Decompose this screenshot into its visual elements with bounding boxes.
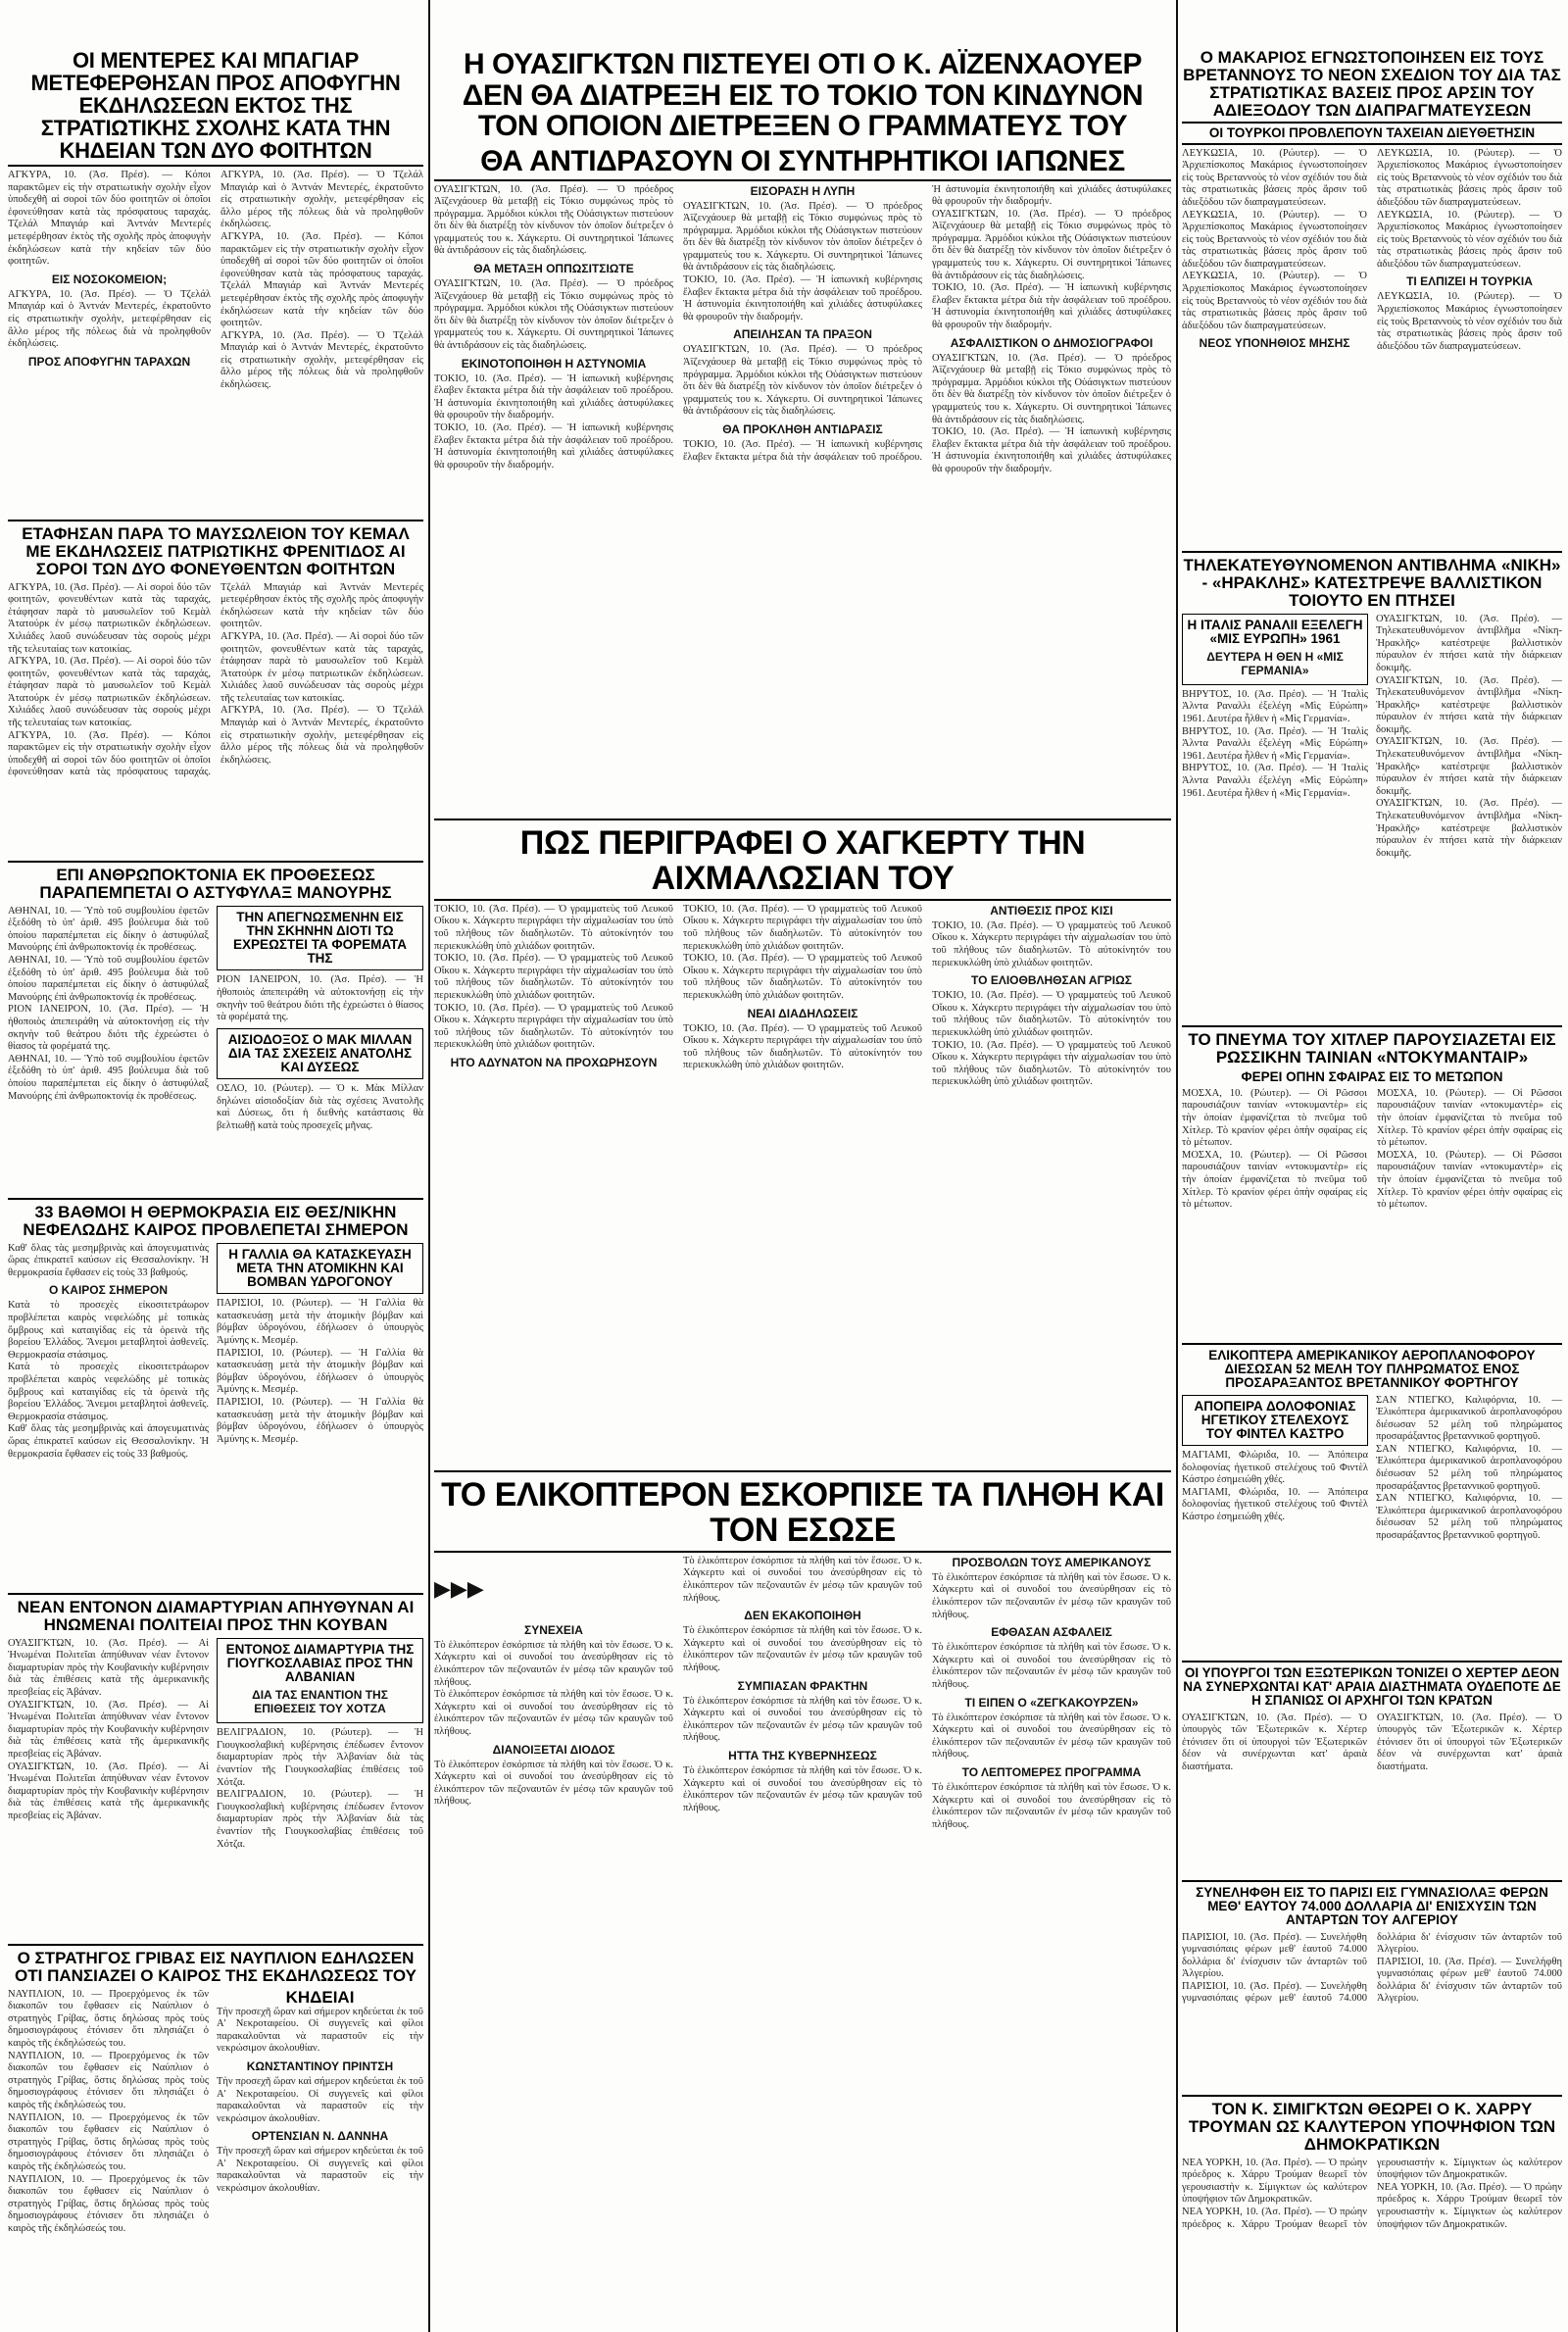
subheadline-sfaira: ΦΕΡΕΙ ΟΠΗΝ ΣΦΑΙΡΑΣ ΕΙΣ ΤΟ ΜΕΤΩΠΟΝ bbox=[1241, 1068, 1503, 1084]
boxed-headline: ΑΙΣΙΟΔΟΞΟΣ Ο ΜΑΚ ΜΙΛΛΑΝ ΔΙΑ ΤΑΣ ΣΧΕΣΕΙΣ ΑΝΑΤΟΛΗΣ ΚΑΙ ΔΥΣΕΩΣ bbox=[217, 1028, 423, 1080]
boxed-headline: Η ΓΑΛΛΙΑ ΘΑ ΚΑΤΑΣΚΕΥΑΣΗ ΜΕΤΑ ΤΗΝ ΑΤΟΜΙΚΗΝ ΚΑΙ ΒΟΜΒΑΝ ΥΔΡΟΓΟΝΟΥ bbox=[217, 1243, 423, 1295]
headline-gymnasiopais: ΣΥΝΕΛΗΦΘΗ ΕΙΣ ΤΟ ΠΑΡΙΣΙ ΕΙΣ ΓΥΜΝΑΣΙΟΛΑΞ ΦΕΡΩΝ ΜΕΘ' ΕΑΥΤΟΥ 74.000 ΔΟΛΛΑΡΙΑ ΔΙ' ΕΝΙΣΧΥΣΙΝ ΤΩΝ ΑΝΤΑΡΤΩΝ ΤΟΥ ΑΛΓΕΡΙΟΥ bbox=[1196, 1885, 1548, 1928]
headline-manouris: ΕΠΙ ΑΝΘΡΩΠΟΚΤΟΝΙΑ ΕΚ ΠΡΟΘΕΣΕΩΣ ΠΑΡΑΠΕΜΠΕΤΑΙ Ο ΑΣΤΥΦΥΛΑΞ ΜΑΝΟΥΡΗΣ bbox=[39, 866, 392, 902]
center-lead-article bbox=[434, 49, 1171, 814]
left-article-6: Ο ΣΤΡΑΤΗΓΟΣ ΓΡΙΒΑΣ ΕΙΣ ΝΑΥΠΛΙΟΝ ΕΔΗΛΩΣΕΝ ΟΤΙ ΠΑΝΣΙΑΖΕΙ Ο ΚΑΙΡΟΣ ΤΗΣ ΕΚΔΗΛΩΣΕΩΣ ΤΟΥ ΝΑΥΠΛΙΟΝ, 10. — Προερχόμενος ἐκ τῶν διακοπῶν του ἔφθασεν εἰς Ναύπλιον ὁ στρατηγὸς Γρίβας, ὅστις δηλώσας πρὸς τοὺς δημοσιογράφους ἐτόνισεν ὅτι πλησιάζει ὁ καιρὸς τῆς ἐκδηλώσεώς του. ΝΑΥΠΛΙΟΝ, 10. — Προερχόμενος ἐκ τῶν διακοπῶν του ἔφθασεν εἰς Ναύπλιον ὁ στρατηγὸς Γρίβας, ὅστις δηλώσας πρὸς τοὺς δημοσιογράφους ἐτόνισεν ὅτι πλησιάζει ὁ καιρὸς τῆς ἐκδηλώσεώς του. ΝΑΥΠΛΙΟΝ, 10. — Προερχόμενος ἐκ τῶν διακοπῶν του ἔφθασεν εἰς Ναύπλιον ὁ στρατηγὸς Γρίβας, ὅστις δηλώσας πρὸς τοὺς δημοσιογράφους ἐτόνισεν ὅτι πλησιάζει ὁ καιρὸς τῆς ἐκδηλώσεώς του. ΝΑΥΠΛΙΟΝ, 10. — Προερχόμενος ἐκ τῶν διακοπῶν του ἔφθασεν εἰς Ναύπλιον ὁ στρατηγὸς Γρίβας, ὅστις δηλώσας πρὸς τοὺς δημοσιογράφους ἐτόνισεν ὅτι πλησιάζει ὁ καιρὸς τῆς ἐκδηλώσεώς του. ΚΗΔΕΙΑΙ Τὴν προσεχῆ ὥραν καὶ σήμερον κηδεύεται ἐκ τοῦ Α' Νεκροταφείου. Οἱ συγγενεῖς καὶ φίλοι παρακαλοῦνται νὰ παραστοῦν εἰς τὴν νεκρώσιμον ἀκολουθίαν. ΚΩΝΣΤΑΝΤΙΝΟΥ ΠΡΙΝΤΣΗ Τὴν προσεχῆ ὥραν καὶ σήμερον κηδεύεται ἐκ τοῦ Α' Νεκροταφείου. Οἱ συγγενεῖς καὶ φίλοι παρακαλοῦνται νὰ παραστοῦν εἰς τὴν νεκρώσιμον ἀκολουθίαν. ΟΡΤΕΝΣΙΑΝ Ν. ΔΑΝΝΗΑ Τὴν προσεχῆ ὥραν καὶ σήμερον κηδεύεται ἐκ τοῦ Α' Νεκροταφείου. Οἱ συγγενεῖς καὶ φίλοι παρακαλοῦνται νὰ παραστοῦν εἰς τὴν νεκρώσιμον ἀκολουθίαν. bbox=[8, 1944, 423, 2330]
headline-menderes: ΟΙ ΜΕΝΤΕΡΕΣ ΚΑΙ ΜΠΑΓΙΑΡ ΜΕΤΕΦΕΡΘΗΣΑΝ ΠΡΟΣ ΑΠΟΦΥΓΗΝ ΕΚΔΗΛΩΣΕΩΝ ΕΚΤΟΣ ΤΗΣ ΣΤΡΑΤΙΩΤΙΚΗΣ ΣΧΟΛΗΣ ΚΑΤΑ ΤΗΝ ΚΗΔΕΙΑΝ ΤΩΝ ΔΥΟ ΦΟΙΤΗΤΩΝ bbox=[30, 49, 401, 164]
right-article-7 bbox=[1182, 2095, 1562, 2330]
divider bbox=[1182, 122, 1562, 124]
article-body: ΤΟΚΙΟ, 10. (Ἀσ. Πρέσ). — Ὁ γραμματεὺς τοῦ Λευκοῦ Οἴκου κ. Χάγκερτυ περιγράφει τὴν αἰχμαλωσίαν του ὑπὸ τοῦ πλήθους τῶν διαδηλωτῶν. Τὸ αὐτοκίνητόν του περιεκυκλώθη ὑπὸ χιλιάδων φοιτητῶν. ΤΟΚΙΟ, 10. (Ἀσ. Πρέσ). — Ὁ γραμματεὺς τοῦ Λευκοῦ Οἴκου κ. Χάγκερτυ περιγράφει τὴν αἰχμαλωσίαν του ὑπὸ τοῦ πλήθους τῶν διαδηλωτῶν. Τὸ αὐτοκίνητόν του περιεκυκλώθη ὑπὸ χιλιάδων φοιτητῶν. ΤΟΚΙΟ, 10. (Ἀσ. Πρέσ). — Ὁ γραμματεὺς τοῦ Λευκοῦ Οἴκου κ. Χάγκερτυ περιγράφει τὴν αἰχμαλωσίαν του ὑπὸ τοῦ πλήθους τῶν διαδηλωτῶν. Τὸ αὐτοκίνητόν του περιεκυκλώθη ὑπὸ χιλιάδων φοιτητῶν. ΗΤΟ ΑΔΥΝΑΤΟΝ ΝΑ ΠΡΟΧΩΡΗΣΟΥΝ ΤΟΚΙΟ, 10. (Ἀσ. Πρέσ). — Ὁ γραμματεὺς τοῦ Λευκοῦ Οἴκου κ. Χάγκερτυ περιγράφει τὴν αἰχμαλωσίαν του ὑπὸ τοῦ πλήθους τῶν διαδηλωτῶν. Τὸ αὐτοκίνητόν του περιεκυκλώθη ὑπὸ χιλιάδων φοιτητῶν. ΤΟΚΙΟ, 10. (Ἀσ. Πρέσ). — Ὁ γραμματεὺς τοῦ Λευκοῦ Οἴκου κ. Χάγκερτυ περιγράφει τὴν αἰχμαλωσίαν του ὑπὸ τοῦ πλήθους τῶν διαδηλωτῶν. Τὸ αὐτοκίνητόν του περιεκυκλώθη ὑπὸ χιλιάδων φοιτητῶν. ΝΕΑΙ ΔΙΑΔΗΛΩΣΕΙΣ ΤΟΚΙΟ, 10. (Ἀσ. Πρέσ). — Ὁ γραμματεὺς τοῦ Λευκοῦ Οἴκου κ. Χάγκερτυ περιγράφει τὴν αἰχμαλωσίαν του ὑπὸ τοῦ πλήθους τῶν διαδηλωτῶν. Τὸ αὐτοκίνητόν του περιεκυκλώθη ὑπὸ χιλιάδων φοιτητῶν. ΑΝΤΙΘΕΣΙΣ ΠΡΟΣ ΚΙΣΙ ΤΟΚΙΟ, 10. (Ἀσ. Πρέσ). — Ὁ γραμματεὺς τοῦ Λευκοῦ Οἴκου κ. Χάγκερτυ περιγράφει τὴν αἰχμαλωσίαν του ὑπὸ τοῦ πλήθους τῶν διαδηλωτῶν. Τὸ αὐτοκίνητόν του περιεκυκλώθη ὑπὸ χιλιάδων φοιτητῶν. ΤΟ ΕΛΙΟΘΒΛΗΘΣΑΝ ΑΓΡΙΩΣ ΤΟΚΙΟ, 10. (Ἀσ. Πρέσ). — Ὁ γραμματεὺς τοῦ Λευκοῦ Οἴκου κ. Χάγκερτυ περιγράφει τὴν αἰχμαλωσίαν του ὑπὸ τοῦ πλήθους τῶν διαδηλωτῶν. Τὸ αὐτοκίνητόν του περιεκυκλώθη ὑπὸ χιλιάδων φοιτητῶν. ΤΟΚΙΟ, 10. (Ἀσ. Πρέσ). — Ὁ γραμματεὺς τοῦ Λευκοῦ Οἴκου κ. Χάγκερτυ περιγράφει τὴν αἰχμαλωσίαν του ὑπὸ τοῦ πλήθους τῶν διαδηλωτῶν. Τὸ αὐτοκίνητόν του περιεκυκλώθη ὑπὸ χιλιάδων φοιτητῶν. bbox=[434, 903, 1171, 1088]
article-body: ▶▶▶ ΣΥΝΕΧΕΙΑ Τὸ ἑλικόπτερον ἐσκόρπισε τὰ πλήθη καὶ τὸν ἔσωσε. Ὁ κ. Χάγκερτυ καὶ οἱ συνοδοί του ἀνεσύρθησαν εἰς τὸ ἑλικόπτερον τῶν πεζοναυτῶν ἐν μέσῳ τῶν κραυγῶν τοῦ πλήθους. Τὸ ἑλικόπτερον ἐσκόρπισε τὰ πλήθη καὶ τὸν ἔσωσε. Ὁ κ. Χάγκερτυ καὶ οἱ συνοδοί του ἀνεσύρθησαν εἰς τὸ ἑλικόπτερον τῶν πεζοναυτῶν ἐν μέσῳ τῶν κραυγῶν τοῦ πλήθους. ΔΙΑΝΟΙΞΕΤΑΙ ΔΙΟΔΟΣ Τὸ ἑλικόπτερον ἐσκόρπισε τὰ πλήθη καὶ τὸν ἔσωσε. Ὁ κ. Χάγκερτυ καὶ οἱ συνοδοί του ἀνεσύρθησαν εἰς τὸ ἑλικόπτερον τῶν πεζοναυτῶν ἐν μέσῳ τῶν κραυγῶν τοῦ πλήθους. Τὸ ἑλικόπτερον ἐσκόρπισε τὰ πλήθη καὶ τὸν ἔσωσε. Ὁ κ. Χάγκερτυ καὶ οἱ συνοδοί του ἀνεσύρθησαν εἰς τὸ ἑλικόπτερον τῶν πεζοναυτῶν ἐν μέσῳ τῶν κραυγῶν τοῦ πλήθους. ΔΕΝ ΕΚΑΚΟΠΟΙΗΘΗ Τὸ ἑλικόπτερον ἐσκόρπισε τὰ πλήθη καὶ τὸν ἔσωσε. Ὁ κ. Χάγκερτυ καὶ οἱ συνοδοί του ἀνεσύρθησαν εἰς τὸ ἑλικόπτερον τῶν πεζοναυτῶν ἐν μέσῳ τῶν κραυγῶν τοῦ πλήθους. ΣΥΜΠΙΑΣΑΝ ΦΡΑΚΤΗΝ Τὸ ἑλικόπτερον ἐσκόρπισε τὰ πλήθη καὶ τὸν ἔσωσε. Ὁ κ. Χάγκερτυ καὶ οἱ συνοδοί του ἀνεσύρθησαν εἰς τὸ ἑλικόπτερον τῶν πεζοναυτῶν ἐν μέσῳ τῶν κραυγῶν τοῦ πλήθους. ΗΤΤΑ ΤΗΣ ΚΥΒΕΡΝΗΣΕΩΣ Τὸ ἑλικόπτερον ἐσκόρπισε τὰ πλήθη καὶ τὸν ἔσωσε. Ὁ κ. Χάγκερτυ καὶ οἱ συνοδοί του ἀνεσύρθησαν εἰς τὸ ἑλικόπτερον τῶν πεζοναυτῶν ἐν μέσῳ τῶν κραυγῶν τοῦ πλήθους. ΠΡΟΣΒΟΛΩΝ ΤΟΥΣ ΑΜΕΡΙΚΑΝΟΥΣ Τὸ ἑλικόπτερον ἐσκόρπισε τὰ πλήθη καὶ τὸν ἔσωσε. Ὁ κ. Χάγκερτυ καὶ οἱ συνοδοί του ἀνεσύρθησαν εἰς τὸ ἑλικόπτερον τῶν πεζοναυτῶν ἐν μέσῳ τῶν κραυγῶν τοῦ πλήθους. ΕΦΘΑΣΑΝ ΑΣΦΑΛΕΙΣ Τὸ ἑλικόπτερον ἐσκόρπισε τὰ πλήθη καὶ τὸν ἔσωσε. Ὁ κ. Χάγκερτυ καὶ οἱ συνοδοί του ἀνεσύρθησαν εἰς τὸ ἑλικόπτερον τῶν πεζοναυτῶν ἐν μέσῳ τῶν κραυγῶν τοῦ πλήθους. ΤΙ ΕΙΠΕΝ Ο «ΖΕΓΚΑΚΟΥΡΖΕΝ» Τὸ ἑλικόπτερον ἐσκόρπισε τὰ πλήθη καὶ τὸν ἔσωσε. Ὁ κ. Χάγκερτυ καὶ οἱ συνοδοί του ἀνεσύρθησαν εἰς τὸ ἑλικόπτερον τῶν πεζοναυτῶν ἐν μέσῳ τῶν κραυγῶν τοῦ πλήθους. ΤΟ ΛΕΠΤΟΜΕΡΕΣ ΠΡΟΓΡΑΜΜΑ Τὸ ἑλικόπτερον ἐσκόρπισε τὰ πλήθη καὶ τὸν ἔσωσε. Ὁ κ. Χάγκερτυ καὶ οἱ συνοδοί του ἀνεσύρθησαν εἰς τὸ ἑλικόπτερον τῶν πεζοναυτῶν ἐν μέσῳ τῶν κραυγῶν τοῦ πλήθους. bbox=[434, 1555, 1171, 1830]
center-mid-article bbox=[434, 819, 1171, 1467]
divider bbox=[1182, 143, 1562, 145]
article-body: ΠΑΡΙΣΙΟΙ, 10. (Ἀσ. Πρέσ). — Συνελήφθη γυμνασιόπαις φέρων μεθ' ἑαυτοῦ 74.000 δολλάρια δι' ἐνίσχυσιν τῶν ἀνταρτῶν τοῦ Ἀλγερίου. ΠΑΡΙΣΙΟΙ, 10. (Ἀσ. Πρέσ). — Συνελήφθη γυμνασιόπαις φέρων μεθ' ἑαυτοῦ 74.000 δολλάρια δι' ἐνίσχυσιν τῶν ἀνταρτῶν τοῦ Ἀλγερίου. ΠΑΡΙΣΙΟΙ, 10. (Ἀσ. Πρέσ). — Συνελήφθη γυμνασιόπαις φέρων μεθ' ἑαυτοῦ 74.000 δολλάρια δι' ἐνίσχυσιν τῶν ἀνταρτῶν τοῦ Ἀλγερίου. bbox=[1182, 1931, 1562, 2005]
headline-niki-iraklis: ΤΗΛΕΚΑΤΕΥΘΥΝΟΜΕΝΟΝ ΑΝΤΙΒΛΗΜΑ «ΝΙΚΗ» - «ΗΡΑΚΛΗΣ» ΚΑΤΕΣΤΡΕΨΕ ΒΑΛΛΙΣΤΙΚΟΝ ΤΟΙΟΥΤΟ ΕΝ ΠΤΗΣΕΙ bbox=[1183, 556, 1561, 610]
divider bbox=[8, 165, 423, 167]
left-article-1 bbox=[8, 49, 423, 518]
right-article-6 bbox=[1182, 1880, 1562, 2093]
kideiai-heading: ΚΗΔΕΙΑΙ bbox=[285, 1987, 355, 2007]
right-article-4: ΕΛΙΚΟΠΤΕΡΑ ΑΜΕΡΙΚΑΝΙΚΟΥ ΑΕΡΟΠΛΑΝΟΦΟΡΟΥ ΔΙΕΣΩΣΑΝ 52 ΜΕΛΗ ΤΟΥ ΠΛΗΡΩΜΑΤΟΣ ΕΝΟΣ ΠΡΟΣΑΡΑΞΑΝΤΟΣ ΒΡΕΤΑΝΝΙΚΟΥ ΦΟΡΤΗΓΟΥ ΑΠΟΠΕΙΡΑ ΔΟΛΟΦΟΝΙΑΣ ΗΓΕΤΙΚΟΥ ΣΤΕΛΕΧΟΥΣ ΤΟΥ ΦΙΝΤΕΛ ΚΑΣΤΡΟ ΜΑΓΙΑΜΙ, Φλώριδα, 10. — Ἀπόπειρα δολοφονίας ἡγετικοῦ στελέχους τοῦ Φιντὲλ Κάστρο ἐσημειώθη χθές. ΜΑΓΙΑΜΙ, Φλώριδα, 10. — Ἀπόπειρα δολοφονίας ἡγετικοῦ στελέχους τοῦ Φιντὲλ Κάστρο ἐσημειώθη χθές. ΣΑΝ ΝΤΙΕΓΚΟ, Καλιφόρνια, 10. — Ἑλικόπτερα ἀμερικανικοῦ ἀεροπλανοφόρου διέσωσαν 52 μέλη τοῦ πληρώματος προσαράξαντος βρεταννικοῦ φορτηγοῦ. ΣΑΝ ΝΤΙΕΓΚΟ, Καλιφόρνια, 10. — Ἑλικόπτερα ἀμερικανικοῦ ἀεροπλανοφόρου διέσωσαν 52 μέλη τοῦ πληρώματος προσαράξαντος βρεταννικοῦ φορτηγοῦ. ΣΑΝ ΝΤΙΕΓΚΟ, Καλιφόρνια, 10. — Ἑλικόπτερα ἀμερικανικοῦ ἀεροπλανοφόρου διέσωσαν 52 μέλη τοῦ πληρώματος προσαράξαντος βρεταννικοῦ φορτηγοῦ. bbox=[1182, 1343, 1562, 1659]
left-article-5: ΝΕΑΝ ΕΝΤΟΝΟΝ ΔΙΑΜΑΡΤΥΡΙΑΝ ΑΠΗΥΘΥΝΑΝ ΑΙ ΗΝΩΜΕΝΑΙ ΠΟΛΙΤΕΙΑΙ ΠΡΟΣ ΤΗΝ ΚΟΥΒΑΝ ΟΥΑΣΙΓΚΤΩΝ, 10. (Ἀσ. Πρέσ). — Αἱ Ἡνωμέναι Πολιτεῖαι ἀπηύθυναν νέαν ἔντονον διαμαρτυρίαν πρὸς τὴν Κουβανικὴν κυβέρνησιν διὰ τὰς ἐπιθέσεις κατὰ τῆς ἀμερικανικῆς πρεσβείας εἰς Ἀβάναν. ΟΥΑΣΙΓΚΤΩΝ, 10. (Ἀσ. Πρέσ). — Αἱ Ἡνωμέναι Πολιτεῖαι ἀπηύθυναν νέαν ἔντονον διαμαρτυρίαν πρὸς τὴν Κουβανικὴν κυβέρνησιν διὰ τὰς ἐπιθέσεις κατὰ τῆς ἀμερικανικῆς πρεσβείας εἰς Ἀβάναν. ΟΥΑΣΙΓΚΤΩΝ, 10. (Ἀσ. Πρέσ). — Αἱ Ἡνωμέναι Πολιτεῖαι ἀπηύθυναν νέαν ἔντονον διαμαρτυρίαν πρὸς τὴν Κουβανικὴν κυβέρνησιν διὰ τὰς ἐπιθέσεις κατὰ τῆς ἀμερικανικῆς πρεσβείας εἰς Ἀβάναν. ΕΝΤΟΝΟΣ ΔΙΑΜΑΡΤΥΡΙΑ ΤΗΣ ΓΙΟΥΓΚΟΣΛΑΒΙΑΣ ΠΡΟΣ ΤΗΝ ΑΛΒΑΝΙΑΝ ΔΙΑ ΤΑΣ ΕΝΑΝΤΙΟΝ ΤΗΣ ΕΠΙΘΕΣΕΙΣ ΤΟΥ ΧΟΤΖΑ ΒΕΛΙΓΡΑΔΙΟΝ, 10. (Ρώυτερ). — Ἡ Γιουγκοσλαβικὴ κυβέρνησις ἐπέδωσεν ἔντονον διαμαρτυρίαν πρὸς τὴν Ἀλβανίαν διὰ τὰς ἐναντίον τῆς Γιουγκοσλαβίας ἐπιθέσεις τοῦ Χότζα. ΒΕΛΙΓΡΑΔΙΟΝ, 10. (Ρώυτερ). — Ἡ Γιουγκοσλαβικὴ κυβέρνησις ἐπέδωσεν ἔντονον διαμαρτυρίαν πρὸς τὴν Ἀλβανίαν διὰ τὰς ἐναντίον τῆς Γιουγκοσλαβίας ἐπιθέσεις τοῦ Χότζα. bbox=[8, 1593, 423, 1943]
headline-grivas: Ο ΣΤΡΑΤΗΓΟΣ ΓΡΙΒΑΣ ΕΙΣ ΝΑΥΠΛΙΟΝ ΕΔΗΛΩΣΕΝ ΟΤΙ ΠΑΝΣΙΑΖΕΙ Ο ΚΑΙΡΟΣ ΤΗΣ ΕΚΔΗΛΩΣΕΩΣ ΤΟΥ bbox=[15, 1949, 416, 1985]
headline-makarios: Ο ΜΑΚΑΡΙΟΣ ΕΓΝΩΣΤΟΠΟΙΗΣΕΝ ΕΙΣ ΤΟΥΣ ΒΡΕΤΑΝΝΟΥΣ ΤΟ ΝΕΟΝ ΣΧΕΔΙΟΝ ΤΟΥ ΔΙΑ ΤΑΣ ΣΤΡΑΤΙΩΤΙΚΑΣ ΒΑΣΕΙΣ ΠΡΟΣ ΑΡΣΙΝ ΤΟΥ ΑΔΙΕΞΟΔΟΥ ΤΩΝ ΔΙΑΠΡΑΓΜΑΤΕΥΣΕΩΝ bbox=[1183, 49, 1561, 120]
headline-iapones: ΘΑ ΑΝΤΙΔΡΑΣΟΥΝ ΟΙ ΣΥΝΤΗΡΗΤΙΚΟΙ ΙΑΠΩΝΕΣ bbox=[480, 144, 1125, 177]
headline-xerter: ΟΙ ΥΠΟΥΡΓΟΙ ΤΩΝ ΕΞΩΤΕΡΙΚΩΝ ΤΟΝΙΖΕΙ Ο ΧΕΡΤΕΡ ΔΕΟΝ ΝΑ ΣΥΝΕΡΧΩΝΤΑΙ ΚΑΤ' ΑΡΑΙΑ ΔΙΑΣΤΗΜΑΤΑ ΟΥΔΕΠΟΤΕ ΔΕ Η ΣΠΑΝΙΩΣ ΟΙ ΑΡΧΗΓΟΙ ΤΩΝ ΚΡΑΤΩΝ bbox=[1183, 1665, 1561, 1709]
article-body: ΑΘΗΝΑΙ, 10. — Ὑπὸ τοῦ συμβουλίου ἐφετῶν ἐξεδόθη τὸ ὑπ' ἀριθ. 495 βούλευμα διὰ τοῦ ὁποίου παραπέμπεται εἰς δίκην ὁ ἀστυφύλαξ Μανούρης ἐπὶ ἀνθρωποκτονίᾳ ἐκ προθέσεως. ΑΘΗΝΑΙ, 10. — Ὑπὸ τοῦ συμβουλίου ἐφετῶν ἐξεδόθη τὸ ὑπ' ἀριθ. 495 βούλευμα διὰ τοῦ ὁποίου παραπέμπεται εἰς δίκην ὁ ἀστυφύλαξ Μανούρης ἐπὶ ἀνθρωποκτονίᾳ ἐκ προθέσεως. ΡΙΟΝ ΙΑΝΕΙΡΟΝ, 10. (Ἀσ. Πρέσ). — Ἡ ἠθοποιὸς ἀπεπειράθη νὰ αὐτοκτονήσῃ εἰς τὴν σκηνὴν τοῦ θεάτρου διότι τῆς ἐχρεώστει ὁ θίασος τὰ φορέματά της. ΑΘΗΝΑΙ, 10. — Ὑπὸ τοῦ συμβουλίου ἐφετῶν ἐξεδόθη τὸ ὑπ' ἀριθ. 495 βούλευμα διὰ τοῦ ὁποίου παραπέμπεται εἰς δίκην ὁ ἀστυφύλαξ Μανούρης ἐπὶ ἀνθρωποκτονίᾳ ἐκ προθέσεως. bbox=[8, 905, 209, 1102]
left-article-3: ΕΠΙ ΑΝΘΡΩΠΟΚΤΟΝΙΑ ΕΚ ΠΡΟΘΕΣΕΩΣ ΠΑΡΑΠΕΜΠΕΤΑΙ Ο ΑΣΤΥΦΥΛΑΞ ΜΑΝΟΥΡΗΣ ΑΘΗΝΑΙ, 10. — Ὑπὸ τοῦ συμβουλίου ἐφετῶν ἐξεδόθη τὸ ὑπ' ἀριθ. 495 βούλευμα διὰ τοῦ ὁποίου παραπέμπεται εἰς δίκην ὁ ἀστυφύλαξ Μανούρης ἐπὶ ἀνθρωποκτονίᾳ ἐκ προθέσεως. ΑΘΗΝΑΙ, 10. — Ὑπὸ τοῦ συμβουλίου ἐφετῶν ἐξεδόθη τὸ ὑπ' ἀριθ. 495 βούλευμα διὰ τοῦ ὁποίου παραπέμπεται εἰς δίκην ὁ ἀστυφύλαξ Μανούρης ἐπὶ ἀνθρωποκτονίᾳ ἐκ προθέσεως. ΡΙΟΝ ΙΑΝΕΙΡΟΝ, 10. (Ἀσ. Πρέσ). — Ἡ ἠθοποιὸς ἀπεπειράθη νὰ αὐτοκτονήσῃ εἰς τὴν σκηνὴν τοῦ θεάτρου διότι τῆς ἐχρεώστει ὁ θίασος τὰ φορέματά της. ΑΘΗΝΑΙ, 10. — Ὑπὸ τοῦ συμβουλίου ἐφετῶν ἐξεδόθη τὸ ὑπ' ἀριθ. 495 βούλευμα διὰ τοῦ ὁποίου παραπέμπεται εἰς δίκην ὁ ἀστυφύλαξ Μανούρης ἐπὶ ἀνθρωποκτονίᾳ ἐκ προθέσεως. ΤΗΝ ΑΠΕΓΝΩΣΜΕΝΗΝ ΕΙΣ ΤΗΝ ΣΚΗΝΗΝ ΔΙΟΤΙ ΤΩ ΕΧΡΕΩΣΤΕΙ ΤΑ ΦΟΡΕΜΑΤΑ ΤΗΣ ΡΙΟΝ ΙΑΝΕΙΡΟΝ, 10. (Ἀσ. Πρέσ). — Ἡ ἠθοποιὸς ἀπεπειράθη νὰ αὐτοκτονήσῃ εἰς τὴν σκηνὴν τοῦ θεάτρου διότι τῆς ἐχρεώστει ὁ θίασος τὰ φορέματά της. ΑΙΣΙΟΔΟΞΟΣ Ο ΜΑΚ ΜΙΛΛΑΝ ΔΙΑ ΤΑΣ ΣΧΕΣΕΙΣ ΑΝΑΤΟΛΗΣ ΚΑΙ ΔΥΣΕΩΣ ΟΣΛΟ, 10. (Ρώυτερ). — Ὁ κ. Μὰκ Μίλλαν δηλώνει αἰσιοδοξίαν διὰ τὰς σχέσεις Ἀνατολῆς καὶ Δύσεως, ὅτι ἡ διεθνὴς κατάστασις θὰ βελτιωθῇ κατὰ τοὺς προσεχεῖς μῆνας. bbox=[8, 861, 423, 1196]
boxed-headline: ΤΗΝ ΑΠΕΓΝΩΣΜΕΝΗΝ ΕΙΣ ΤΗΝ ΣΚΗΝΗΝ ΔΙΟΤΙ ΤΩ ΕΧΡΕΩΣΤΕΙ ΤΑ ΦΟΡΕΜΑΤΑ ΤΗΣ bbox=[217, 906, 423, 971]
article-body: ΟΥΑΣΙΓΚΤΩΝ, 10. (Ἀσ. Πρέσ). — Ὁ πρόεδρος Ἀϊζενχάουερ θὰ μεταβῇ εἰς Τόκιο συμφώνως πρὸς τὸ πρόγραμμα. Ἀρμόδιοι κύκλοι τῆς Οὐάσιγκτων πιστεύουν ὅτι δὲν θὰ διατρέξῃ τὸν κίνδυνον τὸν ὁποῖον διέτρεξεν ὁ γραμματεύς του κ. Χάγκερτυ. Οἱ συντηρητικοὶ Ἰάπωνες θὰ ἀντιδράσουν εἰς τὰς διαδηλώσεις. ΘΑ ΜΕΤΑΞΗ ΟΠΠΩΣΙΤΣΙΩΤΕ ΟΥΑΣΙΓΚΤΩΝ, 10. (Ἀσ. Πρέσ). — Ὁ πρόεδρος Ἀϊζενχάουερ θὰ μεταβῇ εἰς Τόκιο συμφώνως πρὸς τὸ πρόγραμμα. Ἀρμόδιοι κύκλοι τῆς Οὐάσιγκτων πιστεύουν ὅτι δὲν θὰ διατρέξῃ τὸν κίνδυνον τὸν ὁποῖον διέτρεξεν ὁ γραμματεύς του κ. Χάγκερτυ. Οἱ συντηρητικοὶ Ἰάπωνες θὰ ἀντιδράσουν εἰς τὰς διαδηλώσεις. ΕΚΙΝΟΤΟΠΟΙΗΘΗ Η ΑΣΤΥΝΟΜΙΑ ΤΟΚΙΟ, 10. (Ἀσ. Πρέσ). — Ἡ ἰαπωνικὴ κυβέρνησις ἔλαβεν ἔκτακτα μέτρα διὰ τὴν ἀσφάλειαν τοῦ προέδρου. Ἡ ἀστυνομία ἐκινητοποιήθη καὶ χιλιάδες ἀστυφύλακες θὰ φρουροῦν τὴν διαδρομήν. ΤΟΚΙΟ, 10. (Ἀσ. Πρέσ). — Ἡ ἰαπωνικὴ κυβέρνησις ἔλαβεν ἔκτακτα μέτρα διὰ τὴν ἀσφάλειαν τοῦ προέδρου. Ἡ ἀστυνομία ἐκινητοποιήθη καὶ χιλιάδες ἀστυφύλακες θὰ φρουροῦν τὴν διαδρομήν. ΕΙΣΟΡΑΣΗ Η ΛΥΠΗ ΟΥΑΣΙΓΚΤΩΝ, 10. (Ἀσ. Πρέσ). — Ὁ πρόεδρος Ἀϊζενχάουερ θὰ μεταβῇ εἰς Τόκιο συμφώνως πρὸς τὸ πρόγραμμα. Ἀρμόδιοι κύκλοι τῆς Οὐάσιγκτων πιστεύουν ὅτι δὲν θὰ διατρέξῃ τὸν κίνδυνον τὸν ὁποῖον διέτρεξεν ὁ γραμματεύς του κ. Χάγκερτυ. Οἱ συντηρητικοὶ Ἰάπωνες θὰ ἀντιδράσουν εἰς τὰς διαδηλώσεις. ΤΟΚΙΟ, 10. (Ἀσ. Πρέσ). — Ἡ ἰαπωνικὴ κυβέρνησις ἔλαβεν ἔκτακτα μέτρα διὰ τὴν ἀσφάλειαν τοῦ προέδρου. Ἡ ἀστυνομία ἐκινητοποιήθη καὶ χιλιάδες ἀστυφύλακες θὰ φρουροῦν τὴν διαδρομήν. ΑΠΕΙΛΗΣΑΝ ΤΑ ΠΡΑΞΟΝ ΟΥΑΣΙΓΚΤΩΝ, 10. (Ἀσ. Πρέσ). — Ὁ πρόεδρος Ἀϊζενχάουερ θὰ μεταβῇ εἰς Τόκιο συμφώνως πρὸς τὸ πρόγραμμα. Ἀρμόδιοι κύκλοι τῆς Οὐάσιγκτων πιστεύουν ὅτι δὲν θὰ διατρέξῃ τὸν κίνδυνον τὸν ὁποῖον διέτρεξεν ὁ γραμματεύς του κ. Χάγκερτυ. Οἱ συντηρητικοὶ Ἰάπωνες θὰ ἀντιδράσουν εἰς τὰς διαδηλώσεις. ΘΑ ΠΡΟΚΛΗΘΗ ΑΝΤΙΔΡΑΣΙΣ ΤΟΚΙΟ, 10. (Ἀσ. Πρέσ). — Ἡ ἰαπωνικὴ κυβέρνησις ἔλαβεν ἔκτακτα μέτρα διὰ τὴν ἀσφάλειαν τοῦ προέδρου. Ἡ ἀστυνομία ἐκινητοποιήθη καὶ χιλιάδες ἀστυφύλακες θὰ φρουροῦν τὴν διαδρομήν. ΟΥΑΣΙΓΚΤΩΝ, 10. (Ἀσ. Πρέσ). — Ὁ πρόεδρος Ἀϊζενχάουερ θὰ μεταβῇ εἰς Τόκιο συμφώνως πρὸς τὸ πρόγραμμα. Ἀρμόδιοι κύκλοι τῆς Οὐάσιγκτων πιστεύουν ὅτι δὲν θὰ διατρέξῃ τὸν κίνδυνον τὸν ὁποῖον διέτρεξεν ὁ γραμματεύς του κ. Χάγκερτυ. Οἱ συντηρητικοὶ Ἰάπωνες θὰ ἀντιδράσουν εἰς τὰς διαδηλώσεις. ΤΟΚΙΟ, 10. (Ἀσ. Πρέσ). — Ἡ ἰαπωνικὴ κυβέρνησις ἔλαβεν ἔκτακτα μέτρα διὰ τὴν ἀσφάλειαν τοῦ προέδρου. Ἡ ἀστυνομία ἐκινητοποιήθη καὶ χιλιάδες ἀστυφύλακες θὰ φρουροῦν τὴν διαδρομήν. ΑΣΦΑΛΙΣΤΙΚΟΝ Ο ΔΗΜΟΣΙΟΓΡΑΦΟΙ ΟΥΑΣΙΓΚΤΩΝ, 10. (Ἀσ. Πρέσ). — Ὁ πρόεδρος Ἀϊζενχάουερ θὰ μεταβῇ εἰς Τόκιο συμφώνως πρὸς τὸ πρόγραμμα. Ἀρμόδιοι κύκλοι τῆς Οὐάσιγκτων πιστεύουν ὅτι δὲν θὰ διατρέξῃ τὸν κίνδυνον τὸν ὁποῖον διέτρεξεν ὁ γραμματεύς του κ. Χάγκερτυ. Οἱ συντηρητικοὶ Ἰάπωνες θὰ ἀντιδράσουν εἰς τὰς διαδηλώσεις. ΤΟΚΙΟ, 10. (Ἀσ. Πρέσ). — Ἡ ἰαπωνικὴ κυβέρνησις ἔλαβεν ἔκτακτα μέτρα διὰ τὴν ἀσφάλειαν τοῦ προέδρου. Ἡ ἀστυνομία ἐκινητοποιήθη καὶ χιλιάδες ἀστυφύλακες θὰ φρουροῦν τὴν διαδρομήν. bbox=[434, 183, 1171, 474]
arrows-icon: ▶▶▶ bbox=[434, 1576, 484, 1602]
column-rule bbox=[428, 0, 430, 2332]
headline-elikoptera: ΕΛΙΚΟΠΤΕΡΑ ΑΜΕΡΙΚΑΝΙΚΟΥ ΑΕΡΟΠΛΑΝΟΦΟΡΟΥ ΔΙΕΣΩΣΑΝ 52 ΜΕΛΗ ΤΟΥ ΠΛΗΡΩΜΑΤΟΣ ΕΝΟΣ ΠΡΟΣΑΡΑΞΑΝΤΟΣ ΒΡΕΤΑΝΝΙΚΟΥ ΦΟΡΤΗΓΟΥ bbox=[1208, 1348, 1536, 1391]
boxed-headline: Η ΙΤΑΛΙΣ ΡΑΝΑΛΙΙ ΕΞΕΛΕΓΗ «ΜΙΣ ΕΥΡΩΠΗ» 1961 ΔΕΥΤΕΡΑ Η ΘΕΝ Η «ΜΙΣ ΓΕΡΜΑΝΙΑ» bbox=[1182, 614, 1368, 685]
left-article-4: 33 ΒΑΘΜΟΙ Η ΘΕΡΜΟΚΡΑΣΙΑ ΕΙΣ ΘΕΣ/ΝΙΚΗΝ ΝΕΦΕΛΩΔΗΣ ΚΑΙΡΟΣ ΠΡΟΒΛΕΠΕΤΑΙ ΣΗΜΕΡΟΝ Καθ' ὅλας τὰς μεσημβρινὰς καὶ ἀπογευματινὰς ὥρας ἐπικρατεῖ καύσων εἰς Θεσσαλονίκην. Ἡ θερμοκρασία ἔφθασεν εἰς τοὺς 33 βαθμούς. Ο ΚΑΙΡΟΣ ΣΗΜΕΡΟΝ Κατὰ τὸ προσεχὲς εἰκοσιτετράωρον προβλέπεται καιρὸς νεφελώδης μὲ τοπικὰς ὄμβρους καὶ καταιγίδας εἰς τὰ ὀρεινὰ τῆς βορείου Ἑλλάδος. Ἄνεμοι μεταβλητοὶ ἀσθενεῖς. Θερμοκρασία στάσιμος. Κατὰ τὸ προσεχὲς εἰκοσιτετράωρον προβλέπεται καιρὸς νεφελώδης μὲ τοπικὰς ὄμβρους καὶ καταιγίδας εἰς τὰ ὀρεινὰ τῆς βορείου Ἑλλάδος. Ἄνεμοι μεταβλητοὶ ἀσθενεῖς. Θερμοκρασία στάσιμος. Καθ' ὅλας τὰς μεσημβρινὰς καὶ ἀπογευματινὰς ὥρας ἐπικρατεῖ καύσων εἰς Θεσσαλονίκην. Ἡ θερμοκρασία ἔφθασεν εἰς τοὺς 33 βαθμούς. Η ΓΑΛΛΙΑ ΘΑ ΚΑΤΑΣΚΕΥΑΣΗ ΜΕΤΑ ΤΗΝ ΑΤΟΜΙΚΗΝ ΚΑΙ ΒΟΜΒΑΝ ΥΔΡΟΓΟΝΟΥ ΠΑΡΙΣΙΟΙ, 10. (Ρώυτερ). — Ἡ Γαλλία θὰ κατασκευάσῃ μετὰ τὴν ἀτομικὴν βόμβαν καὶ βόμβαν ὑδρογόνου, ἐδήλωσεν ὁ ὑπουργὸς Ἀμύνης κ. Μεσμέρ. ΠΑΡΙΣΙΟΙ, 10. (Ρώυτερ). — Ἡ Γαλλία θὰ κατασκευάσῃ μετὰ τὴν ἀτομικὴν βόμβαν καὶ βόμβαν ὑδρογόνου, ἐδήλωσεν ὁ ὑπουργὸς Ἀμύνης κ. Μεσμέρ. ΠΑΡΙΣΙΟΙ, 10. (Ρώυτερ). — Ἡ Γαλλία θὰ κατασκευάσῃ μετὰ τὴν ἀτομικὴν βόμβαν καὶ βόμβαν ὑδρογόνου, ἐδήλωσεν ὁ ὑπουργὸς Ἀμύνης κ. Μεσμέρ. bbox=[8, 1198, 423, 1592]
article-body: ΑΓΚΥΡΑ, 10. (Ἀσ. Πρέσ). — Κόποι παρακτῶμεν εἰς τὴν στρατιωτικὴν σχολὴν εἶχον ὑποδεχθῆ αἱ σοροὶ τῶν δύο φοιτητῶν οἱ ὁποῖοι ἐφονεύθησαν κατὰ τὰς πρόσφατους ταραχάς. Τζελάλ Μπαγιάρ καὶ Ἀντνάν Μεντερές μετεφέρθησαν ἐκτὸς τῆς σχολῆς πρὸς ἀποφυγὴν ἐκδηλώσεων κατὰ τὴν κηδείαν τῶν δύο φοιτητῶν. ΕΙΣ ΝΟΣΟΚΟΜΕΙΟΝ; ΑΓΚΥΡΑ, 10. (Ἀσ. Πρέσ). — Ὁ Τζελάλ Μπαγιάρ καὶ ὁ Ἀντνάν Μεντερές, ἐκρατοῦντο εἰς στρατιωτικὴν σχολὴν, μετεφέρθησαν εἰς ἄλλο μέρος τῆς πόλεως διὰ νὰ προληφθοῦν ἐκδηλώσεις. ΠΡΟΣ ΑΠΟΦΥΓΗΝ ΤΑΡΑΧΩΝ ΑΓΚΥΡΑ, 10. (Ἀσ. Πρέσ). — Ὁ Τζελάλ Μπαγιάρ καὶ ὁ Ἀντνάν Μεντερές, ἐκρατοῦντο εἰς στρατιωτικὴν σχολὴν, μετεφέρθησαν εἰς ἄλλο μέρος τῆς πόλεως διὰ νὰ προληφθοῦν ἐκδηλώσεις. ΑΓΚΥΡΑ, 10. (Ἀσ. Πρέσ). — Κόποι παρακτῶμεν εἰς τὴν στρατιωτικὴν σχολὴν εἶχον ὑποδεχθῆ αἱ σοροὶ τῶν δύο φοιτητῶν οἱ ὁποῖοι ἐφονεύθησαν κατὰ τὰς πρόσφατους ταραχάς. Τζελάλ Μπαγιάρ καὶ Ἀντνάν Μεντερές μετεφέρθησαν ἐκτὸς τῆς σχολῆς πρὸς ἀποφυγὴν ἐκδηλώσεων κατὰ τὴν κηδείαν τῶν δύο φοιτητῶν. ΑΓΚΥΡΑ, 10. (Ἀσ. Πρέσ). — Ὁ Τζελάλ Μπαγιάρ καὶ ὁ Ἀντνάν Μεντερές, ἐκρατοῦντο εἰς στρατιωτικὴν σχολὴν, μετεφέρθησαν εἰς ἄλλο μέρος τῆς πόλεως διὰ νὰ προληφθοῦν ἐκδηλώσεις. bbox=[8, 169, 423, 391]
headline-xitler: ΤΟ ΠΝΕΥΜΑ ΤΟΥ ΧΙΤΛΕΡ ΠΑΡΟΥΣΙΑΖΕΤΑΙ ΕΙΣ ΡΩΣΣΙΚΗΝ ΤΑΙΝΙΑΝ «ΝΤΟΚΥΜΑΝΤΑΙΡ» bbox=[1188, 1030, 1556, 1067]
article-body: ΜΟΣΧΑ, 10. (Ρώυτερ). — Οἱ Ρῶσσοι παρουσιάζουν ταινίαν «ντοκυμαντὲρ» εἰς τὴν ὁποίαν ἐμφανίζεται τὸ πνεῦμα τοῦ Χίτλερ. Τὸ κρανίον φέρει ὀπὴν σφαίρας εἰς τὸ μέτωπον. ΜΟΣΧΑ, 10. (Ρώυτερ). — Οἱ Ρῶσσοι παρουσιάζουν ταινίαν «ντοκυμαντὲρ» εἰς τὴν ὁποίαν ἐμφανίζεται τὸ πνεῦμα τοῦ Χίτλερ. Τὸ κρανίον φέρει ὀπὴν σφαίρας εἰς τὸ μέτωπον. ΜΟΣΧΑ, 10. (Ρώυτερ). — Οἱ Ρῶσσοι παρουσιάζουν ταινίαν «ντοκυμαντὲρ» εἰς τὴν ὁποίαν ἐμφανίζεται τὸ πνεῦμα τοῦ Χίτλερ. Τὸ κρανίον φέρει ὀπὴν σφαίρας εἰς τὸ μέτωπον. ΜΟΣΧΑ, 10. (Ρώυτερ). — Οἱ Ρῶσσοι παρουσιάζουν ταινίαν «ντοκυμαντὲρ» εἰς τὴν ὁποίαν ἐμφανίζεται τὸ πνεῦμα τοῦ Χίτλερ. Τὸ κρανίον φέρει ὀπὴν σφαίρας εἰς τὸ μέτωπον. bbox=[1182, 1087, 1562, 1211]
right-article-3 bbox=[1182, 1025, 1562, 1341]
article-body: ΝΕΑ ΥΟΡΚΗ, 10. (Ἀσ. Πρέσ). — Ὁ πρώην πρόεδρος κ. Χάρρυ Τρούμαν θεωρεῖ τὸν γερουσιαστὴν κ. Σίμιγκτων ὡς καλύτερον ὑποψήφιον τῶν Δημοκρατικῶν. ΝΕΑ ΥΟΡΚΗ, 10. (Ἀσ. Πρέσ). — Ὁ πρώην πρόεδρος κ. Χάρρυ Τρούμαν θεωρεῖ τὸν γερουσιαστὴν κ. Σίμιγκτων ὡς καλύτερον ὑποψήφιον τῶν Δημοκρατικῶν. ΝΕΑ ΥΟΡΚΗ, 10. (Ἀσ. Πρέσ). — Ὁ πρώην πρόεδρος κ. Χάρρυ Τρούμαν θεωρεῖ τὸν γερουσιαστὴν κ. Σίμιγκτων ὡς καλύτερον ὑποψήφιον τῶν Δημοκρατικῶν. bbox=[1182, 2157, 1562, 2230]
subheadline-tourkoi: ΟΙ ΤΟΥΡΚΟΙ ΠΡΟΒΛΕΠΟΥΝ ΤΑΧΕΙΑΝ ΔΙΕΥΘΕΤΗΣΙΝ bbox=[1208, 124, 1536, 140]
headline-trouman: ΤΟΝ Κ. ΣΙΜΙΓΚΤΩΝ ΘΕΩΡΕΙ Ο Κ. ΧΑΡΡΥ ΤΡΟΥΜΑΝ ΩΣ ΚΑΛΥΤΕΡΟΝ ΥΠΟΨΗΦΙΟΝ ΤΩΝ ΔΗΜΟΚΡΑΤΙΚΩΝ bbox=[1188, 2100, 1556, 2154]
headline-elikopteron: ΤΟ ΕΛΙΚΟΠΤΕΡΟΝ ΕΣΚΟΡΠΙΣΕ ΤΑ ΠΛΗΘΗ ΚΑΙ ΤΟΝ ΕΣΩΣΕ bbox=[441, 1476, 1164, 1549]
boxed-headline: ΕΝΤΟΝΟΣ ΔΙΑΜΑΡΤΥΡΙΑ ΤΗΣ ΓΙΟΥΓΚΟΣΛΑΒΙΑΣ ΠΡΟΣ ΤΗΝ ΑΛΒΑΝΙΑΝ ΔΙΑ ΤΑΣ ΕΝΑΝΤΙΟΝ ΤΗΣ ΕΠΙΘΕΣΕΙΣ ΤΟΥ ΧΟΤΖΑ bbox=[217, 1638, 423, 1724]
article-body: ΛΕΥΚΩΣΙΑ, 10. (Ρώυτερ). — Ὁ Ἀρχιεπίσκοπος Μακάριος ἐγνωστοποίησεν εἰς τοὺς Βρεταννοὺς τὸ νέον σχέδιόν του διὰ τὰς στρατιωτικὰς βάσεις πρὸς ἄρσιν τοῦ ἀδιεξόδου τῶν διαπραγματεύσεων. ΛΕΥΚΩΣΙΑ, 10. (Ρώυτερ). — Ὁ Ἀρχιεπίσκοπος Μακάριος ἐγνωστοποίησεν εἰς τοὺς Βρεταννοὺς τὸ νέον σχέδιόν του διὰ τὰς στρατιωτικὰς βάσεις πρὸς ἄρσιν τοῦ ἀδιεξόδου τῶν διαπραγματεύσεων. ΛΕΥΚΩΣΙΑ, 10. (Ρώυτερ). — Ὁ Ἀρχιεπίσκοπος Μακάριος ἐγνωστοποίησεν εἰς τοὺς Βρεταννοὺς τὸ νέον σχέδιόν του διὰ τὰς στρατιωτικὰς βάσεις πρὸς ἄρσιν τοῦ ἀδιεξόδου τῶν διαπραγματεύσεων. ΝΕΟΣ ΥΠΟΝΗΘΙΟΣ ΜΗΣΗΣ ΛΕΥΚΩΣΙΑ, 10. (Ρώυτερ). — Ὁ Ἀρχιεπίσκοπος Μακάριος ἐγνωστοποίησεν εἰς τοὺς Βρεταννοὺς τὸ νέον σχέδιόν του διὰ τὰς στρατιωτικὰς βάσεις πρὸς ἄρσιν τοῦ ἀδιεξόδου τῶν διαπραγματεύσεων. ΛΕΥΚΩΣΙΑ, 10. (Ρώυτερ). — Ὁ Ἀρχιεπίσκοπος Μακάριος ἐγνωστοποίησεν εἰς τοὺς Βρεταννοὺς τὸ νέον σχέδιόν του διὰ τὰς στρατιωτικὰς βάσεις πρὸς ἄρσιν τοῦ ἀδιεξόδου τῶν διαπραγματεύσεων. ΤΙ ΕΛΠΙΖΕΙ Η ΤΟΥΡΚΙΑ ΛΕΥΚΩΣΙΑ, 10. (Ρώυτερ). — Ὁ Ἀρχιεπίσκοπος Μακάριος ἐγνωστοποίησεν εἰς τοὺς Βρεταννοὺς τὸ νέον σχέδιόν του διὰ τὰς στρατιωτικὰς βάσεις πρὸς ἄρσιν τοῦ ἀδιεξόδου τῶν διαπραγματεύσεων. bbox=[1182, 147, 1562, 352]
right-article-2: ΤΗΛΕΚΑΤΕΥΘΥΝΟΜΕΝΟΝ ΑΝΤΙΒΛΗΜΑ «ΝΙΚΗ» - «ΗΡΑΚΛΗΣ» ΚΑΤΕΣΤΡΕΨΕ ΒΑΛΛΙΣΤΙΚΟΝ ΤΟΙΟΥΤΟ ΕΝ ΠΤΗΣΕΙ Η ΙΤΑΛΙΣ ΡΑΝΑΛΙΙ ΕΞΕΛΕΓΗ «ΜΙΣ ΕΥΡΩΠΗ» 1961 ΔΕΥΤΕΡΑ Η ΘΕΝ Η «ΜΙΣ ΓΕΡΜΑΝΙΑ» ΒΗΡΥΤΟΣ, 10. (Ἀσ. Πρέσ). — Ἡ Ἰταλὶς Ἀλντα Ραναλλι ἐξελέγη «Μὶς Εὐρώπη» 1961. Δευτέρα ἦλθεν ἡ «Μὶς Γερμανία». ΒΗΡΥΤΟΣ, 10. (Ἀσ. Πρέσ). — Ἡ Ἰταλὶς Ἀλντα Ραναλλι ἐξελέγη «Μὶς Εὐρώπη» 1961. Δευτέρα ἦλθεν ἡ «Μὶς Γερμανία». ΒΗΡΥΤΟΣ, 10. (Ἀσ. Πρέσ). — Ἡ Ἰταλὶς Ἀλντα Ραναλλι ἐξελέγη «Μὶς Εὐρώπη» 1961. Δευτέρα ἦλθεν ἡ «Μὶς Γερμανία». ΟΥΑΣΙΓΚΤΩΝ, 10. (Ἀσ. Πρέσ). — Τηλεκατευθυνόμενον ἀντιβλῆμα «Νίκη-Ἡρακλῆς» κατέστρεψε βαλλιστικὸν πύραυλον ἐν πτήσει κατὰ τὴν διάρκειαν δοκιμῆς. ΟΥΑΣΙΓΚΤΩΝ, 10. (Ἀσ. Πρέσ). — Τηλεκατευθυνόμενον ἀντιβλῆμα «Νίκη-Ἡρακλῆς» κατέστρεψε βαλλιστικὸν πύραυλον ἐν πτήσει κατὰ τὴν διάρκειαν δοκιμῆς. ΟΥΑΣΙΓΚΤΩΝ, 10. (Ἀσ. Πρέσ). — Τηλεκατευθυνόμενον ἀντιβλῆμα «Νίκη-Ἡρακλῆς» κατέστρεψε βαλλιστικὸν πύραυλον ἐν πτήσει κατὰ τὴν διάρκειαν δοκιμῆς. ΟΥΑΣΙΓΚΤΩΝ, 10. (Ἀσ. Πρέσ). — Τηλεκατευθυνόμενον ἀντιβλῆμα «Νίκη-Ἡρακλῆς» κατέστρεψε βαλλιστικὸν πύραυλον ἐν πτήσει κατὰ τὴν διάρκειαν δοκιμῆς. bbox=[1182, 551, 1562, 1023]
article-body: ΑΓΚΥΡΑ, 10. (Ἀσ. Πρέσ). — Αἱ σοροὶ δύο τῶν φοιτητῶν, φονευθέντων κατὰ τὰς ταραχάς, ἐτάφησαν παρὰ τὸ μαυσωλεῖον τοῦ Κεμὰλ Ἀτατούρκ ἐν μέσῳ πατριωτικῶν ἐκδηλώσεων. Χιλιάδες λαοῦ συνώδευσαν τὰς σοροὺς μέχρι τῆς τελευταίας των κατοικίας. ΑΓΚΥΡΑ, 10. (Ἀσ. Πρέσ). — Αἱ σοροὶ δύο τῶν φοιτητῶν, φονευθέντων κατὰ τὰς ταραχάς, ἐτάφησαν παρὰ τὸ μαυσωλεῖον τοῦ Κεμὰλ Ἀτατούρκ ἐν μέσῳ πατριωτικῶν ἐκδηλώσεων. Χιλιάδες λαοῦ συνώδευσαν τὰς σοροὺς μέχρι τῆς τελευταίας των κατοικίας. ΑΓΚΥΡΑ, 10. (Ἀσ. Πρέσ). — Κόποι παρακτῶμεν εἰς τὴν στρατιωτικὴν σχολὴν εἶχον ὑποδεχθῆ αἱ σοροὶ τῶν δύο φοιτητῶν οἱ ὁποῖοι ἐφονεύθησαν κατὰ τὰς πρόσφατους ταραχάς. Τζελάλ Μπαγιάρ καὶ Ἀντνάν Μεντερές μετεφέρθησαν ἐκτὸς τῆς σχολῆς πρὸς ἀποφυγὴν ἐκδηλώσεων κατὰ τὴν κηδείαν τῶν δύο φοιτητῶν. ΑΓΚΥΡΑ, 10. (Ἀσ. Πρέσ). — Αἱ σοροὶ δύο τῶν φοιτητῶν, φονευθέντων κατὰ τὰς ταραχάς, ἐτάφησαν παρὰ τὸ μαυσωλεῖον τοῦ Κεμὰλ Ἀτατούρκ ἐν μέσῳ πατριωτικῶν ἐκδηλώσεων. Χιλιάδες λαοῦ συνώδευσαν τὰς σοροὺς μέχρι τῆς τελευταίας των κατοικίας. ΑΓΚΥΡΑ, 10. (Ἀσ. Πρέσ). — Ὁ Τζελάλ Μπαγιάρ καὶ ὁ Ἀντνάν Μεντερές, ἐκρατοῦντο εἰς στρατιωτικὴν σχολὴν, μετεφέρθησαν εἰς ἄλλο μέρος τῆς πόλεως διὰ νὰ προληφθοῦν ἐκδηλώσεις. bbox=[8, 581, 423, 778]
divider bbox=[434, 179, 1171, 181]
headline-thermokrasia: 33 ΒΑΘΜΟΙ Η ΘΕΡΜΟΚΡΑΣΙΑ ΕΙΣ ΘΕΣ/ΝΙΚΗΝ ΝΕΦΕΛΩΔΗΣ ΚΑΙΡΟΣ ΠΡΟΒΛΕΠΕΤΑΙ ΣΗΜΕΡΟΝ bbox=[23, 1203, 409, 1239]
headline-aizenxaouer: Η ΟΥΑΣΙΓΚΤΩΝ ΠΙΣΤΕΥΕΙ ΟΤΙ Ο Κ. ΑΪΖΕΝΧΑΟΥΕΡ ΔΕΝ ΘΑ ΔΙΑΤΡΕΞΗ ΕΙΣ ΤΟ ΤΟΚΙΟ ΤΟΝ ΚΙΝΔΥΝΟΝ ΤΟΝ ΟΠΟΙΟΝ ΔΙΕΤΡΕΞΕΝ Ο ΓΡΑΜΜΑΤΕΥΣ ΤΟΥ bbox=[462, 49, 1144, 142]
article-body: ΟΥΑΣΙΓΚΤΩΝ, 10. (Ἀσ. Πρέσ). — Ὁ ὑπουργὸς τῶν Ἐξωτερικῶν κ. Χέρτερ ἐτόνισεν ὅτι οἱ ὑπουργοὶ τῶν Ἐξωτερικῶν δέον νὰ συνέρχωνται κατ' ἀραιὰ διαστήματα. ΟΥΑΣΙΓΚΤΩΝ, 10. (Ἀσ. Πρέσ). — Ὁ ὑπουργὸς τῶν Ἐξωτερικῶν κ. Χέρτερ ἐτόνισεν ὅτι οἱ ὑπουργοὶ τῶν Ἐξωτερικῶν δέον νὰ συνέρχωνται κατ' ἀραιὰ διαστήματα. bbox=[1182, 1712, 1562, 1772]
boxed-headline: ΑΠΟΠΕΙΡΑ ΔΟΛΟΦΟΝΙΑΣ ΗΓΕΤΙΚΟΥ ΣΤΕΛΕΧΟΥΣ ΤΟΥ ΦΙΝΤΕΛ ΚΑΣΤΡΟ bbox=[1182, 1395, 1368, 1447]
divider bbox=[434, 899, 1171, 901]
column-rule bbox=[1176, 0, 1178, 2332]
headline-xagkerty: ΠΩΣ ΠΕΡΙΓΡΑΦΕΙ Ο ΧΑΓΚΕΡΤΥ ΤΗΝ ΑΙΧΜΑΛΩΣΙΑΝ ΤΟΥ bbox=[519, 824, 1086, 897]
left-article-2 bbox=[8, 520, 423, 860]
right-article-5 bbox=[1182, 1661, 1562, 1878]
right-article-1 bbox=[1182, 49, 1562, 547]
headline-kouba: ΝΕΑΝ ΕΝΤΟΝΟΝ ΔΙΑΜΑΡΤΥΡΙΑΝ ΑΠΗΥΘΥΝΑΝ ΑΙ ΗΝΩΜΕΝΑΙ ΠΟΛΙΤΕΙΑΙ ΠΡΟΣ ΤΗΝ ΚΟΥΒΑΝ bbox=[17, 1598, 415, 1634]
headline-kemal: ΕΤΑΦΗΣΑΝ ΠΑΡΑ ΤΟ ΜΑΥΣΩΛΕΙΟΝ ΤΟΥ ΚΕΜΑΛ ΜΕ ΕΚΔΗΛΩΣΕΙΣ ΠΑΤΡΙΩΤΙΚΗΣ ΦΡΕΝΙΤΙΔΟΣ ΑΙ ΣΟΡΟΙ ΤΩΝ ΔΥΟ ΦΟΝΕΥΘΕΝΤΩΝ ΦΟΙΤΗΤΩΝ bbox=[22, 524, 410, 578]
center-low-article bbox=[434, 1470, 1171, 2330]
divider bbox=[434, 1551, 1171, 1553]
